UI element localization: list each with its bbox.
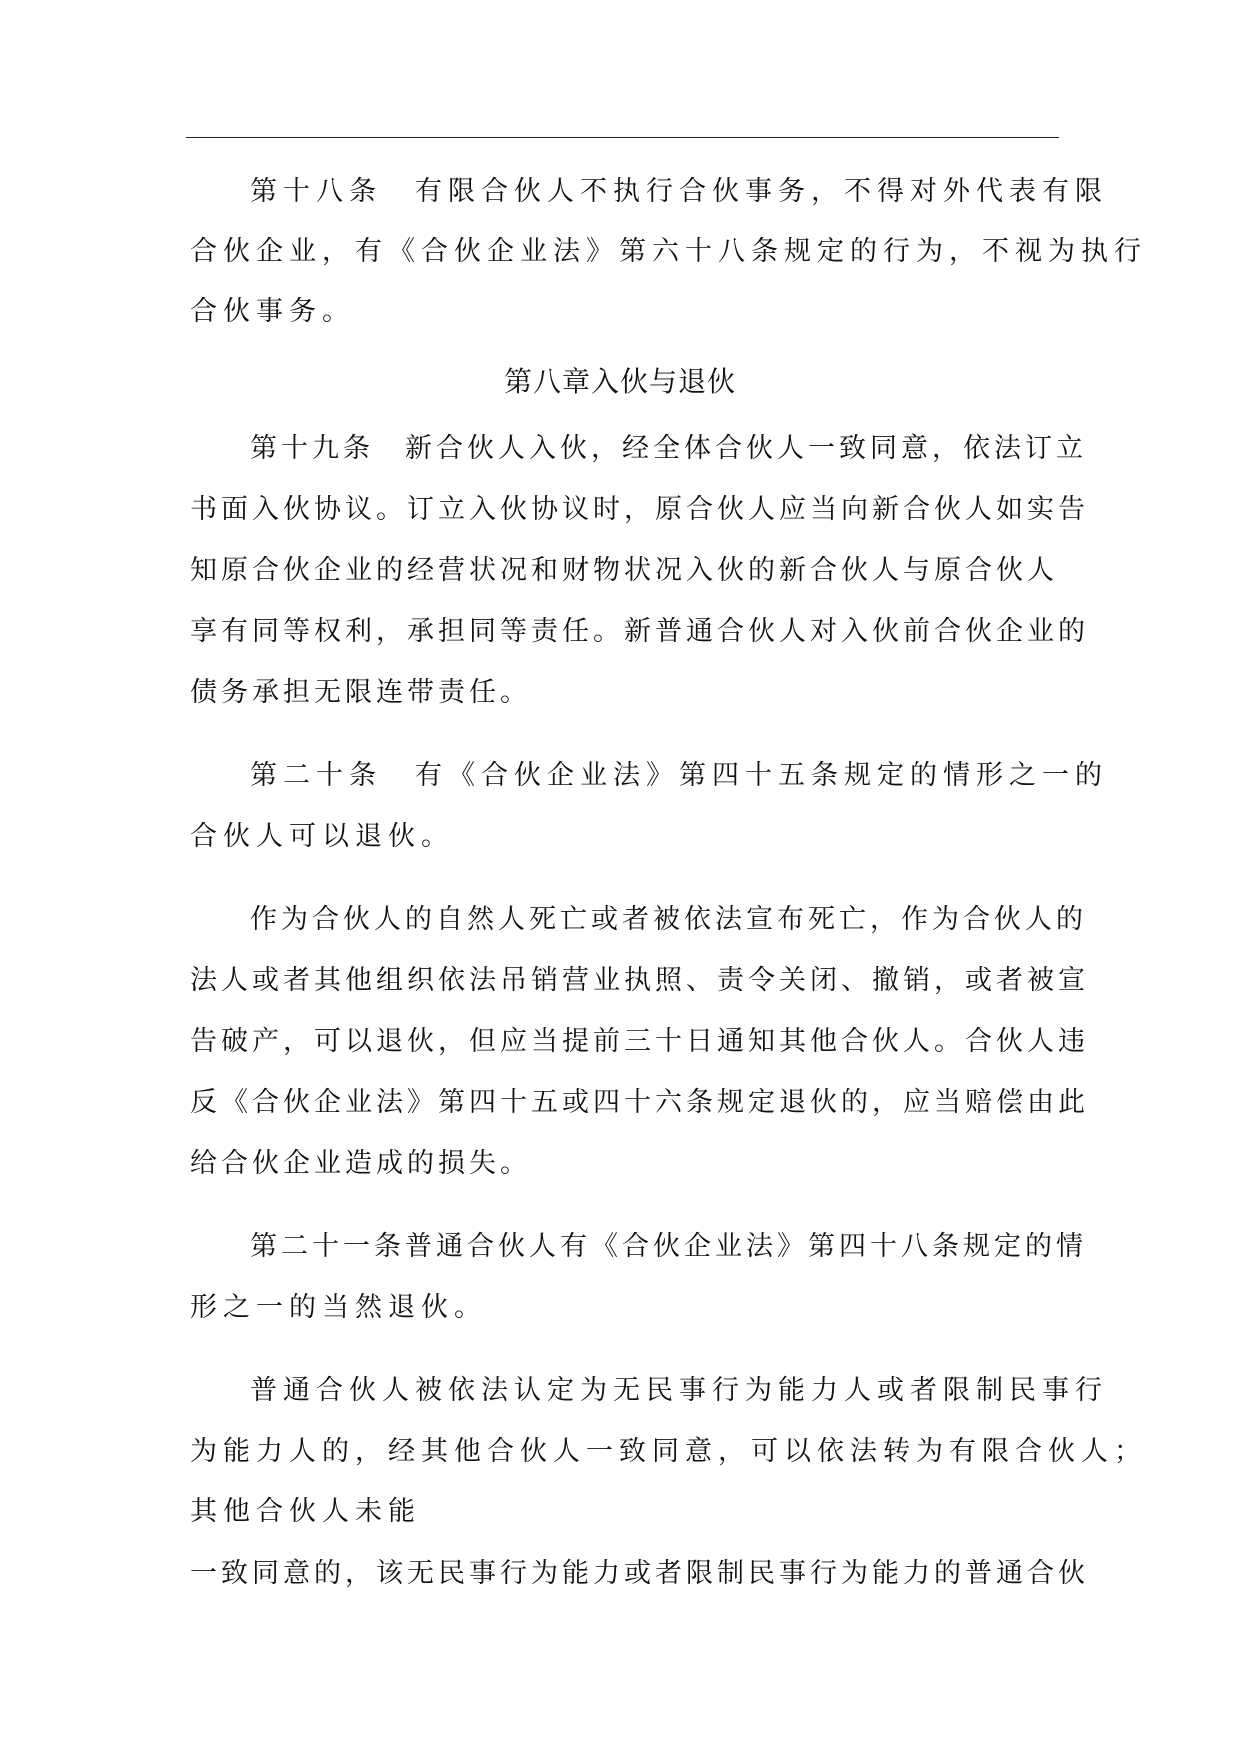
paragraph-line: 告破产，可以退伙，但应当提前三十日通知其他合伙人。合伙人违 bbox=[190, 1026, 1089, 1057]
chapter-heading: 第八章入伙与退伙 bbox=[503, 365, 736, 398]
paragraph-line: 债务承担无限连带责任。 bbox=[190, 677, 531, 708]
paragraph-line: 合伙事务。 bbox=[190, 296, 355, 327]
paragraph-line: 为能力人的，经其他合伙人一致同意，可以依法转为有限合伙人； bbox=[190, 1436, 1147, 1467]
header-rule bbox=[186, 137, 1059, 138]
paragraph-line: 第二十一条普通合伙人有《合伙企业法》第四十八条规定的情 bbox=[250, 1231, 1087, 1262]
paragraph-line: 法人或者其他组织依法吊销营业执照、责令关闭、撤销，或者被宣 bbox=[190, 965, 1089, 996]
paragraph-line: 享有同等权利，承担同等责任。新普通合伙人对入伙前合伙企业的 bbox=[190, 616, 1089, 647]
paragraph-line: 作为合伙人的自然人死亡或者被依法宣布死亡，作为合伙人的 bbox=[250, 904, 1087, 935]
paragraph-line: 给合伙企业造成的损失。 bbox=[190, 1148, 531, 1179]
paragraph-line: 知原合伙企业的经营状况和财物状况入伙的新合伙人与原合伙人 bbox=[190, 555, 1058, 586]
paragraph-line: 书面入伙协议。订立入伙协议时，原合伙人应当向新合伙人如实告 bbox=[190, 494, 1089, 525]
paragraph-line: 普通合伙人被依法认定为无民事行为能力人或者限制民事行 bbox=[250, 1375, 1108, 1406]
paragraph-line: 第二十条 有《合伙企业法》第四十五条规定的情形之一的 bbox=[250, 760, 1108, 791]
paragraph-line: 形之一的当然退伙。 bbox=[190, 1292, 487, 1323]
paragraph-line: 反《合伙企业法》第四十五或四十六条规定退伙的，应当赔偿由此 bbox=[190, 1087, 1089, 1118]
paragraph-line: 其他合伙人未能 bbox=[190, 1496, 421, 1527]
paragraph-line: 第十九条 新合伙人入伙，经全体合伙人一致同意，依法订立 bbox=[250, 433, 1087, 464]
paragraph-line: 一致同意的，该无民事行为能力或者限制民事行为能力的普通合伙 bbox=[190, 1558, 1089, 1589]
paragraph-line: 合伙企业，有《合伙企业法》第六十八条规定的行为，不视为执行 bbox=[190, 236, 1147, 267]
paragraph-line: 第十八条 有限合伙人不执行合伙事务，不得对外代表有限 bbox=[250, 176, 1108, 207]
paragraph-line: 合伙人可以退伙。 bbox=[190, 821, 454, 852]
